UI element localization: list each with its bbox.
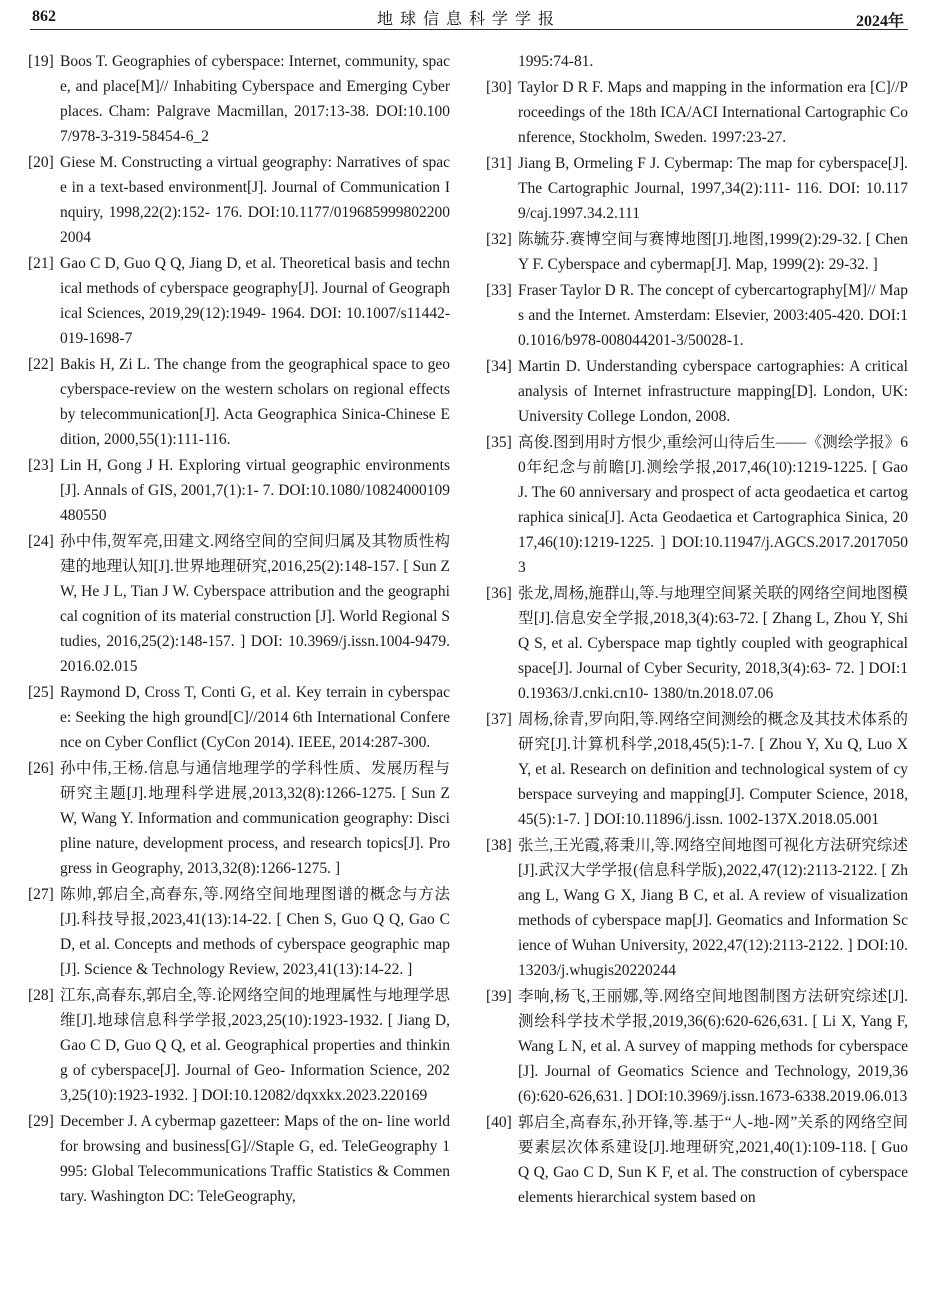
reference-number: [32] [486,231,512,248]
reference-item [28,529,450,679]
reference-item [486,1110,908,1210]
page-header [30,5,908,30]
reference-item [28,251,450,351]
reference-text: Bakis H, Zi L. The change from the geographical space to geocyberspace-review on the western scholars on regional effects by telecommunication[J]. Acta Geographica Sinica-Chinese Edition, 2000,55(1):111-116. [60,356,450,448]
reference-text: December J. A cybermap gazetteer: Maps of the on- line world for browsing and business[G]//Staple G, ed. TeleGeography 1995: Global Telecommunications Traffic Statistics & Commentary. Washington DC: TeleGeography, [60,1113,450,1205]
reference-number: [30] [486,79,512,96]
reference-number: [25] [28,684,54,701]
reference-item [28,983,450,1108]
reference-number: [39] [486,988,512,1005]
reference-text: 高俊.图到用时方恨少,重绘河山待后生——《测绘学报》60年纪念与前瞻[J].测绘学报,2017,46(10):1219-1225. [ Gao J. The 60 anniversary and prospect of acta geodaetica et cartographica sinica[J]. Acta Geodaetica et Cartographica Sinica, 2017,46(10):1219-1225. ] DOI:10.11947/j.AGCS.2017.20170503 [518,434,908,576]
reference-item [28,680,450,755]
reference-text: Lin H, Gong J H. Exploring virtual geographic environments[J]. Annals of GIS, 2001,7(1):1- 7. DOI:10.1080/10824000109480550 [60,457,450,524]
reference-text: 孙中伟,王杨.信息与通信地理学的学科性质、发展历程与研究主题[J].地理科学进展,2013,32(8):1266-1275. [ Sun Z W, Wang Y. Information and communication geography: Discipline nature, development process, and research topics[J]. Progress in Geography, 2013,32(8):1266-1275. ] [60,760,450,877]
reference-text: Raymond D, Cross T, Conti G, et al. Key terrain in cyberspace: Seeking the high ground[C]//2014 6th International Conference on Cyber Conflict (CyCon 2014). IEEE, 2014:287-300. [60,684,450,751]
page-number: 862 [32,8,56,25]
reference-text: Fraser Taylor D R. The concept of cybercartography[M]// Maps and the Internet. Amsterdam: Elsevier, 2003:405-420. DOI:10.1016/b978-008044201-3/50028-1. [518,282,908,349]
reference-text: 张兰,王光霞,蒋秉川,等.网络空间地图可视化方法研究综述[J].武汉大学学报(信息科学版),2022,47(12):2113-2122. [ Zhang L, Wang G X, Jiang B C, et al. A review of visualization methods of cyberspace map[J]. Geomatics and Information Science of Wuhan University, 2022,47(12):2113-2122. ] DOI:10.13203/j.whugis20220244 [518,837,908,979]
reference-text: 陈毓芬.赛博空间与赛博地图[J].地图,1999(2):29-32. [ Chen Y F. Cyberspace and cybermap[J]. Map, 1999(2): 29-32. ] [518,231,908,273]
reference-number: [23] [28,457,54,474]
reference-item [28,453,450,528]
reference-number: [21] [28,255,54,272]
publication-year: 2024年 [855,13,904,30]
reference-item [28,1109,450,1209]
reference-number: [34] [486,358,512,375]
reference-number: [31] [486,155,512,172]
reference-item [486,278,908,353]
reference-number: [37] [486,711,512,728]
reference-item [28,756,450,881]
reference-number: [24] [28,533,54,550]
reference-item [486,75,908,150]
reference-text: Taylor D R F. Maps and mapping in the information era [C]//Proceedings of the 18th ICA/ACI International Cartographic Conference, Stockholm, Sweden. 1997:23-27. [518,79,908,146]
reference-item [486,151,908,226]
reference-number: [19] [28,53,54,70]
reference-number: [27] [28,886,54,903]
reference-text: Martin D. Understanding cyberspace cartographies: A critical analysis of Internet infrastructure mapping[D]. London, UK: University College London, 2008. [518,358,908,425]
reference-number: [33] [486,282,512,299]
reference-number: [20] [28,154,54,171]
reference-number: [22] [28,356,54,373]
reference-text: 江东,高春东,郭启全,等.论网络空间的地理属性与地理学思维[J].地球信息科学学报,2023,25(10):1923-1932. [ Jiang D, Gao C D, Guo Q Q, et al. Geographical properties and thinking of cyberspace[J]. Journal of Geo- Information Science, 2023,25(10):1923-1932. ] DOI:10.12082/dqxxkx.2023.220169 [60,987,450,1104]
reference-item [28,352,450,452]
reference-text: 陈帅,郭启全,高春东,等.网络空间地理图谱的概念与方法[J].科技导报,2023,41(13):14-22. [ Chen S, Guo Q Q, Gao C D, et al. Concepts and methods of cyberspace geographic map[J]. Science & Technology Review, 2023,41(13):14-22. ] [60,886,450,978]
reference-text: Gao C D, Guo Q Q, Jiang D, et al. Theoretical basis and technical methods of cyberspace geography[J]. Journal of Geographical Sciences, 2019,29(12):1949- 1964. DOI: 10.1007/s11442-019-1698-7 [60,255,450,347]
reference-item [28,150,450,250]
reference-item [486,833,908,983]
reference-item [486,581,908,706]
reference-item [28,49,450,149]
reference-item [28,882,450,982]
reference-number: [26] [28,760,54,777]
reference-number: [36] [486,585,512,602]
reference-text: Jiang B, Ormeling F J. Cybermap: The map for cyberspace[J]. The Cartographic Journal, 1997,34(2):111- 116. DOI: 10.1179/caj.1997.34.2.111 [518,155,908,222]
reference-item [486,227,908,277]
reference-text: 李响,杨飞,王丽娜,等.网络空间地图制图方法研究综述[J].测绘科学技术学报,2019,36(6):620-626,631. [ Li X, Yang F, Wang L N, et al. A survey of mapping methods for cyberspace[J]. Journal of Geomatics Science and Technology, 2019,36(6):620-626,631. ] DOI:10.3969/j.issn.1673-6338.2019.06.013 [518,988,908,1105]
reference-text: Giese M. Constructing a virtual geography: Narratives of space in a text-based environment[J]. Journal of Communication Inquiry, 1998,22(2):152- 176. DOI:10.1177/0196859998022002004 [60,154,450,246]
reference-item [486,984,908,1109]
reference-item [486,707,908,832]
reference-text: 张龙,周杨,施群山,等.与地理空间紧关联的网络空间地图模型[J].信息安全学报,2018,3(4):63-72. [ Zhang L, Zhou Y, Shi Q S, et al. Cyberspace map tightly coupled with geographical space[J]. Journal of Cyber Security, 2018,3(4):63- 72. ] DOI:10.19363/J.cnki.cn10- 1380/tn.2018.07.06 [518,585,908,702]
reference-text: 郭启全,高春东,孙开锋,等.基于“人-地-网”关系的网络空间要素层次体系建设[J].地理研究,2021,40(1):109-118. [ Guo Q Q, Gao C D, Sun K F, et al. The construction of cyberspace elements hierarchical system based on [518,1114,908,1206]
reference-item [486,354,908,429]
left-column [28,49,450,1210]
reference-text: 周杨,徐青,罗向阳,等.网络空间测绘的概念及其技术体系的研究[J].计算机科学,2018,45(5):1-7. [ Zhou Y, Xu Q, Luo X Y, et al. Research on definition and technological system of cyberspace surveying and mapping[J]. Computer Science, 2018,45(5):1-7. ] DOI:10.11896/j.issn. 1002-137X.2018.05.001 [518,711,908,828]
reference-number: [29] [28,1113,54,1130]
journal-title: 地球信息科学学报 [376,9,561,28]
reference-item [486,430,908,580]
reference-number: [28] [28,987,54,1004]
right-column [486,49,908,1211]
reference-number: [35] [486,434,512,451]
reference-text: Boos T. Geographies of cyberspace: Internet, community, space, and place[M]// Inhabiting Cyberspace and Emerging Cyberplaces. Cham: Palgrave Macmillan, 2017:13-38. DOI:10.1007/978-3-319-58454-6_2 [60,53,450,145]
reference-number: [40] [486,1114,512,1131]
reference-text: 孙中伟,贺军亮,田建文.网络空间的空间归属及其物质性构建的地理认知[J].世界地理研究,2016,25(2):148-157. [ Sun Z W, He J L, Tian J W. Cyberspace attribution and the geographical cognition of its material construction [J]. World Regional Studies, 2016,25(2):148-157. ] DOI: 10.3969/j.issn.1004-9479.2016.02.015 [60,533,450,675]
reference-continuation: 1995:74-81. [518,53,594,70]
reference-number: [38] [486,837,512,854]
